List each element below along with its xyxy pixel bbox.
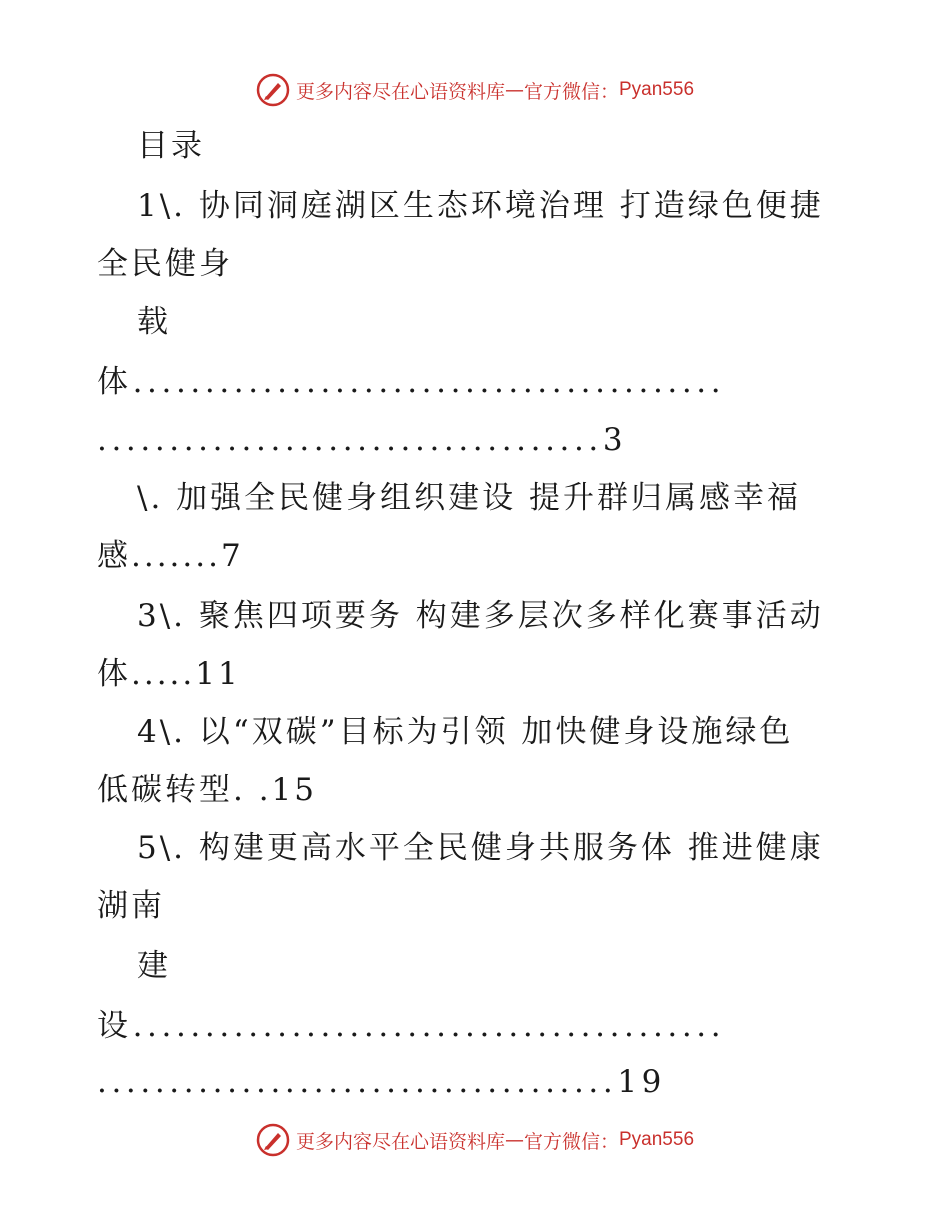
toc-entry-1-line-1: 1\. 协同洞庭湖区生态环境治理 打造绿色便捷 xyxy=(137,188,824,224)
watermark-separator: — xyxy=(504,79,524,101)
toc-title: 目录 xyxy=(137,128,205,164)
watermark-header xyxy=(0,70,950,110)
watermark-footer xyxy=(0,1120,950,1160)
toc-entry-4-page: 低碳转型. .15 xyxy=(97,772,318,808)
watermark-wechat-label: 官方微信： xyxy=(523,80,619,103)
pen-logo-icon xyxy=(256,1123,290,1157)
toc-entry-5-line-3: 建 xyxy=(137,948,171,984)
toc-entry-5-line-2: 湖南 xyxy=(97,888,165,924)
toc-entry-5-line-4: 设......................................... xyxy=(97,1008,726,1044)
toc-entry-3-line-1: 3\. 聚焦四项要务 构建多层次多样化赛事活动 xyxy=(137,598,824,634)
watermark-text: 更多内容尽在心语资料库 xyxy=(295,80,505,103)
toc-entry-5-page: ....................................19 xyxy=(97,1064,666,1100)
watermark-text: 更多内容尽在心语资料库 xyxy=(295,1130,505,1153)
toc-entry-4-line-1: 4\. 以“双碳”目标为引领 加快健身设施绿色 xyxy=(137,714,794,750)
toc-entry-1-line-3: 载 xyxy=(137,304,171,340)
toc-entry-2-line-1: \. 加强全民健身组织建设 提升群归属感幸福 xyxy=(137,480,802,516)
toc-entry-2-page: 感.......7 xyxy=(97,538,244,574)
watermark-wechat-id: Pyan556 xyxy=(619,79,695,100)
watermark-wechat-id: Pyan556 xyxy=(619,1129,695,1150)
pen-logo-icon xyxy=(256,73,290,107)
toc-entry-3-page: 体.....11 xyxy=(97,656,241,692)
toc-entry-1-page: ...................................3 xyxy=(97,422,628,458)
toc-entry-1-line-2: 全民健身 xyxy=(97,246,233,282)
toc-entry-5-line-1: 5\. 构建更高水平全民健身共服务体 推进健康 xyxy=(137,830,824,866)
watermark-separator: — xyxy=(504,1129,524,1151)
toc-entry-1-line-4: 体......................................... xyxy=(97,364,726,400)
watermark-wechat-label: 官方微信： xyxy=(523,1130,619,1153)
